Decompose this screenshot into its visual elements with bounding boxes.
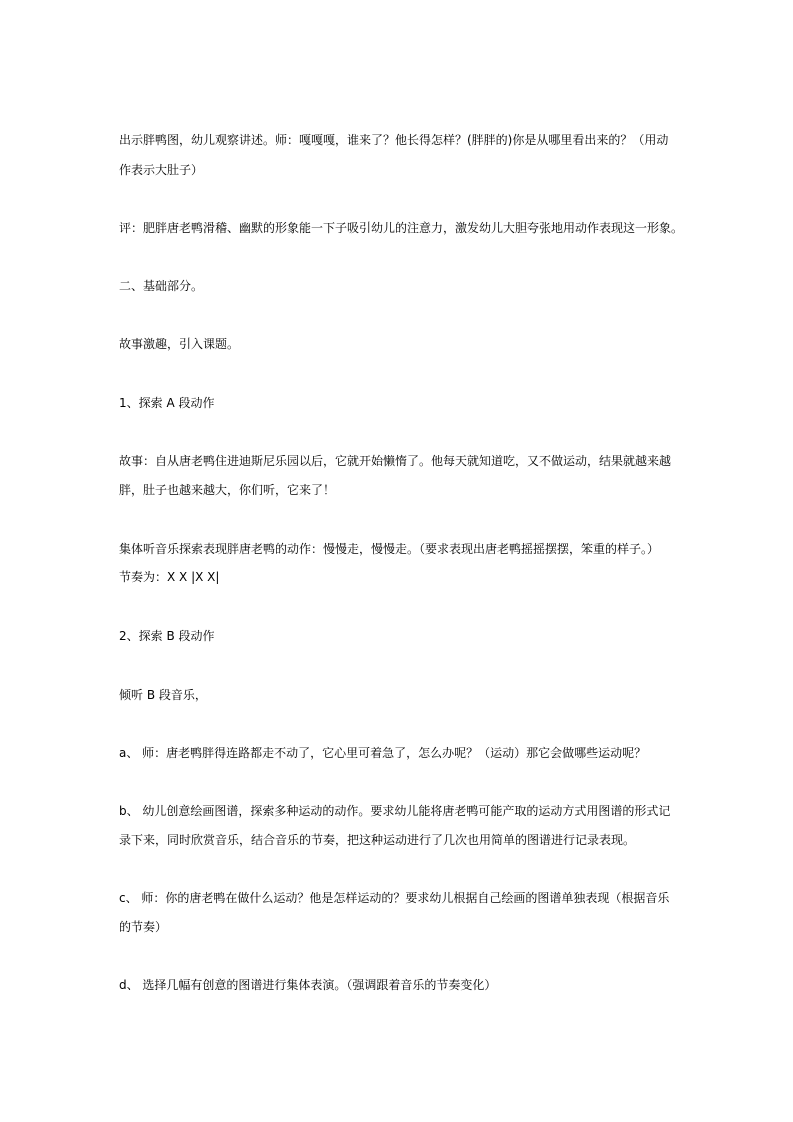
rhythm-notation: 节奏为：X X |X X| xyxy=(119,570,220,584)
text-line: 集体听音乐探索表现胖唐老鸭的动作：慢慢走，慢慢走。（要求表现出唐老鸭摇摇摆摆，笨重的样子。） xyxy=(119,542,660,556)
list-item-continuation: 录下来，同时欣赏音乐，结合音乐的节奏，把这种运动进行了几次也用简单的图谱进行记录表现。 xyxy=(119,833,636,847)
text-line: 胖，肚子也越来越大，你们听，它来了！ xyxy=(119,483,336,497)
section-heading: 二、基础部分。 xyxy=(119,279,204,293)
text-line: 作表示大肚子） xyxy=(119,163,204,177)
text-line: 故事：自从唐老鸭住进迪斯尼乐园以后，它就开始懒惰了。他每天就知道吃，又不做运动，结果就越来越 xyxy=(119,454,672,468)
list-item: b、 幼儿创意绘画图谱，探索多种运动的动作。要求幼儿能将唐老鸭可能产取的运动方式用图谱的形式记 xyxy=(119,804,671,818)
list-item: c、 师：你的唐老鸭在做什么运动？他是怎样运动的？要求幼儿根据自己绘画的图谱单独表现（根据音乐 xyxy=(119,891,670,905)
list-item: d、 选择几幅有创意的图谱进行集体表演。（强调跟着音乐的节奏变化） xyxy=(119,978,497,992)
text-line: 故事激趣，引入课题。 xyxy=(119,337,240,351)
text-line: 评：肥胖唐老鸭滑稽、幽默的形象能一下子吸引幼儿的注意力，激发幼儿大胆夸张地用动作表现这一形象。 xyxy=(119,221,684,235)
text-line: 倾听 B 段音乐， xyxy=(119,688,207,702)
list-item: a、 师：唐老鸭胖得连路都走不动了，它心里可着急了，怎么办呢？（运动）那它会做哪些运动呢？ xyxy=(119,746,647,760)
text-line: 出示胖鸭图，幼儿观察讲述。师：嘎嘎嘎，谁来了？他长得怎样？(胖胖的)你是从哪里看出来的？（用动 xyxy=(119,133,669,147)
list-item-continuation: 的节奏） xyxy=(119,920,168,934)
subsection-heading: 2、探索 B 段动作 xyxy=(119,629,215,643)
subsection-heading: 1、探索 A 段动作 xyxy=(119,396,215,410)
